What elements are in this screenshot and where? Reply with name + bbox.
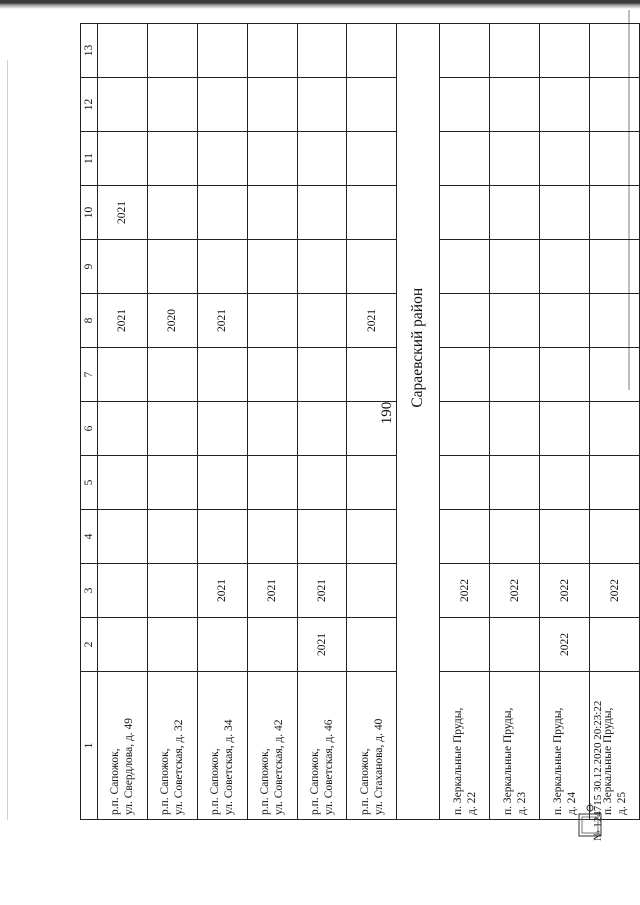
district-heading: Сараевский район [397,24,440,672]
year-cell-col-6 [490,402,540,456]
year-cell-col-13 [247,24,297,78]
address-cell [347,672,397,820]
address-cell [297,672,347,820]
year-cell-col-3 [147,564,197,618]
year-cell-col-10 [440,186,490,240]
address-line: п. Зеркальные Пруды, [551,707,564,815]
year-cell-col-9 [490,240,540,294]
year-cell-col-13 [590,24,640,78]
year-cell-col-11 [197,132,247,186]
column-header-4: 4 [81,510,98,564]
column-header-11: 11 [81,132,98,186]
year-cell-col-5 [247,456,297,510]
year-cell-col-3 [347,564,397,618]
year-cell-col-3: 2022 [490,564,540,618]
column-header-9: 9 [81,240,98,294]
year-cell-col-2: 2021 [297,618,347,672]
year-cell-col-12 [197,78,247,132]
year-cell-col-8 [297,294,347,348]
year-cell-col-6 [297,402,347,456]
year-cell-col-4 [540,510,590,564]
year-cell-col-2 [440,618,490,672]
address-line: д. 22 [465,791,478,815]
year-cell-col-13 [297,24,347,78]
year-cell-col-11 [590,132,640,186]
year-cell-col-9 [247,240,297,294]
table-row [490,24,540,820]
year-cell-col-8: 2021 [347,294,397,348]
year-cell-col-4 [297,510,347,564]
address-cell [540,672,590,820]
year-cell-col-12 [590,78,640,132]
year-cell-col-13 [147,24,197,78]
year-cell-col-7 [440,348,490,402]
page-number: 190 [379,401,395,425]
column-header-2: 2 [81,618,98,672]
year-cell-col-4 [98,510,148,564]
year-cell-col-11 [540,132,590,186]
year-cell-col-10 [247,186,297,240]
year-cell-col-13 [440,24,490,78]
year-cell-col-3: 2022 [590,564,640,618]
year-cell-col-13 [347,24,397,78]
year-cell-col-8: 2020 [147,294,197,348]
address-line: д. 25 [615,791,628,815]
year-cell-col-7 [540,348,590,402]
year-cell-col-10: 2021 [98,186,148,240]
address-line: р.п. Сапожок, [309,748,321,815]
year-cell-col-3: 2021 [197,564,247,618]
address-line: д. 24 [565,791,578,815]
address-line: р.п. Сапожок, [209,748,222,815]
address-line: ул. Советская, д. 42 [273,719,286,815]
year-cell-col-6 [98,402,148,456]
year-cell-col-2 [147,618,197,672]
year-cell-col-4 [247,510,297,564]
table-row [197,24,247,820]
year-cell-col-9 [297,240,347,294]
address-line: п. Зеркальные Пруды, [451,707,464,815]
year-cell-col-7 [98,348,148,402]
year-cell-col-13 [98,24,148,78]
year-cell-col-11 [297,132,347,186]
year-cell-col-12 [440,78,490,132]
year-cell-col-6 [247,402,297,456]
repair-schedule-table [80,23,640,820]
year-cell-col-9 [440,240,490,294]
column-header-5: 5 [81,456,98,510]
year-cell-col-3 [98,564,148,618]
year-cell-col-8 [590,294,640,348]
year-cell-col-7 [247,348,297,402]
year-cell-col-6 [540,402,590,456]
address-line: п. Зеркальные Пруды, [601,707,614,815]
year-cell-col-9 [98,240,148,294]
year-cell-col-7 [197,348,247,402]
year-cell-col-9 [347,240,397,294]
year-cell-col-11 [98,132,148,186]
table-row [347,24,397,820]
year-cell-col-8 [540,294,590,348]
column-header-13: 13 [81,24,98,78]
year-cell-col-11 [440,132,490,186]
year-cell-col-5 [347,456,397,510]
address-cell [197,672,247,820]
header-row [81,24,98,820]
year-cell-col-10 [590,186,640,240]
year-cell-col-8: 2021 [98,294,148,348]
year-cell-col-8 [247,294,297,348]
year-cell-col-8: 2021 [197,294,247,348]
address-cell [147,672,197,820]
year-cell-col-7 [490,348,540,402]
district-spacer [397,672,440,820]
year-cell-col-10 [347,186,397,240]
column-header-7: 7 [81,348,98,402]
year-cell-col-2: 2022 [540,618,590,672]
address-line: ул. Советская, д. 32 [173,719,186,815]
year-cell-col-5 [440,456,490,510]
column-header-8: 8 [81,294,98,348]
year-cell-col-8 [440,294,490,348]
year-cell-col-5 [490,456,540,510]
address-line: ул. Стаханова, д. 40 [372,718,385,815]
year-cell-col-4 [347,510,397,564]
year-cell-col-11 [247,132,297,186]
column-header-1: 1 [81,672,98,820]
year-cell-col-2 [490,618,540,672]
table-body [98,24,640,820]
year-cell-col-3: 2022 [440,564,490,618]
table-row [540,24,590,820]
year-cell-col-2 [98,618,148,672]
year-cell-col-2 [247,618,297,672]
year-cell-col-10 [490,186,540,240]
table-row [147,24,197,820]
year-cell-col-10 [147,186,197,240]
year-cell-col-5 [297,456,347,510]
address-cell [247,672,297,820]
address-line: ул. Свердлова, д. 49 [123,717,136,815]
table-row [440,24,490,820]
address-cell [440,672,490,820]
year-cell-col-10 [197,186,247,240]
year-cell-col-7 [297,348,347,402]
year-cell-col-11 [147,132,197,186]
year-cell-col-10 [540,186,590,240]
document-table-rotated [80,30,640,820]
address-cell [98,672,148,820]
year-cell-col-13 [540,24,590,78]
address-line: р.п. Сапожок, [358,748,371,815]
year-cell-col-4 [197,510,247,564]
district-row [397,24,440,820]
year-cell-col-4 [440,510,490,564]
year-cell-col-4 [490,510,540,564]
year-cell-col-2 [347,618,397,672]
year-cell-col-12 [540,78,590,132]
table-row [297,24,347,820]
year-cell-col-9 [540,240,590,294]
year-cell-col-10 [297,186,347,240]
year-cell-col-6 [197,402,247,456]
address-line: р.п. Сапожок, [159,748,172,815]
year-cell-col-12 [347,78,397,132]
column-header-6: 6 [81,402,98,456]
address-cell [490,672,540,820]
scan-top-edge [0,0,640,9]
column-header-12: 12 [81,78,98,132]
year-cell-col-12 [247,78,297,132]
address-line: ул. Советская, д. 34 [223,719,236,815]
year-cell-col-12 [297,78,347,132]
address-line: ул. Советская, д. 46 [323,719,335,815]
year-cell-col-5 [147,456,197,510]
year-cell-col-5 [590,456,640,510]
year-cell-col-13 [490,24,540,78]
column-header-3: 3 [81,564,98,618]
year-cell-col-12 [147,78,197,132]
year-cell-col-7 [590,348,640,402]
year-cell-col-12 [98,78,148,132]
year-cell-col-6 [590,402,640,456]
address-line: п. Зеркальные Пруды, [501,707,514,815]
year-cell-col-8 [490,294,540,348]
year-cell-col-3: 2021 [297,564,347,618]
year-cell-col-11 [490,132,540,186]
year-cell-col-7 [147,348,197,402]
year-cell-col-6 [440,402,490,456]
year-cell-col-6 [147,402,197,456]
year-cell-col-2 [197,618,247,672]
year-cell-col-3: 2022 [540,564,590,618]
registration-stamp-text: № 124715 30.12.2020 20:23:22 [592,700,604,841]
year-cell-col-5 [197,456,247,510]
year-cell-col-6 [347,402,397,456]
year-cell-col-7 [347,348,397,402]
year-cell-col-9 [147,240,197,294]
year-cell-col-5 [98,456,148,510]
year-cell-col-9 [590,240,640,294]
year-cell-col-13 [197,24,247,78]
address-line: д. 23 [515,791,528,815]
year-cell-col-4 [590,510,640,564]
year-cell-col-3: 2021 [247,564,297,618]
column-header-10: 10 [81,186,98,240]
table-row [247,24,297,820]
year-cell-col-12 [490,78,540,132]
year-cell-col-4 [147,510,197,564]
table-row [98,24,148,820]
year-cell-col-9 [197,240,247,294]
address-line: р.п. Сапожок, [259,748,272,815]
address-line: р.п. Сапожок, [109,748,122,815]
year-cell-col-11 [347,132,397,186]
year-cell-col-5 [540,456,590,510]
emblem-stamp-icon [575,800,605,840]
scan-left-edge [7,60,8,820]
